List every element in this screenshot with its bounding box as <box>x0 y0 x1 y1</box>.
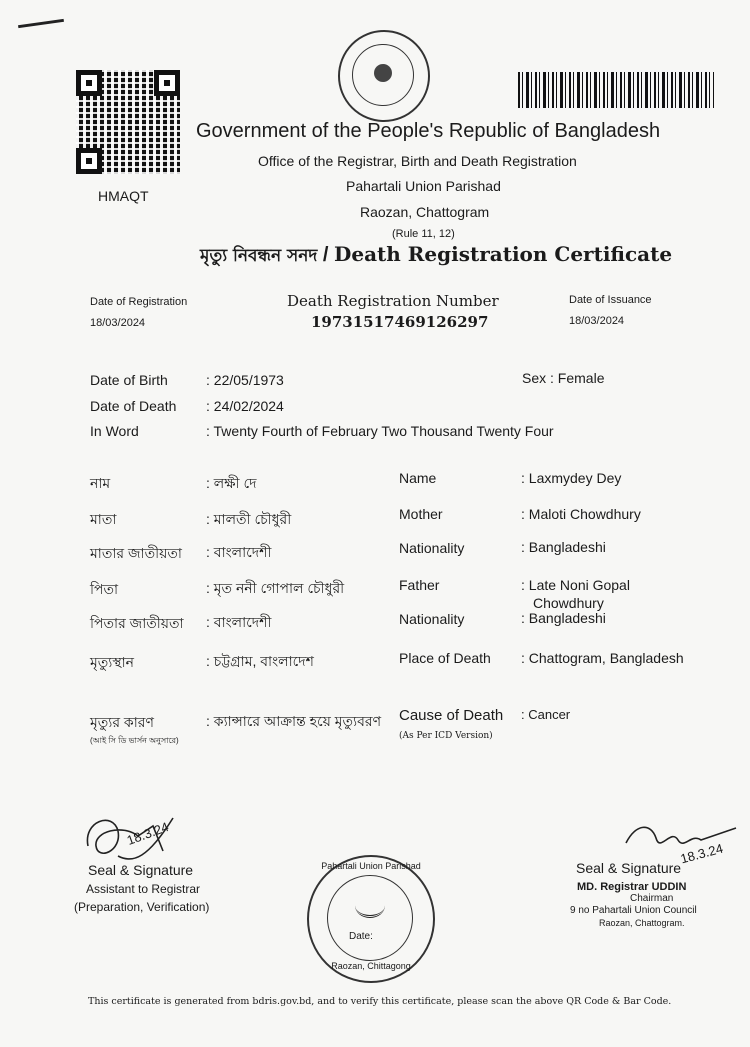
office-name: Office of the Registrar, Birth and Death Registration <box>258 153 577 169</box>
qr-caption: HMAQT <box>98 188 149 204</box>
mother-en-value: : Maloti Chowdhury <box>521 506 641 522</box>
left-signer-role: Assistant to Registrar <box>86 882 201 896</box>
qr-finder-pattern <box>76 70 102 96</box>
certificate-title-separator: / <box>317 244 335 266</box>
name-en-label: Name <box>399 470 437 486</box>
date-of-issuance-value: 18/03/2024 <box>569 315 625 327</box>
right-signer-sub: 9 no Pahartali Union Council <box>570 905 697 916</box>
right-signature-date: 18.3.24 <box>678 840 725 867</box>
cause-en-note: (As Per ICD Version) <box>399 731 493 741</box>
stray-pen-mark <box>18 19 64 28</box>
mother-bn-value: : মালতী চৌধুরী <box>206 511 292 527</box>
father-nationality-en-label: Nationality <box>399 611 465 627</box>
name-en-value: : Laxmydey Dey <box>521 470 622 486</box>
location-name: Raozan, Chattogram <box>360 204 490 220</box>
seal-emblem-icon <box>355 893 385 918</box>
place-of-death-bn-label: মৃত্যুস্থান <box>90 654 135 670</box>
government-title: Government of the People's Republic of Bangladesh <box>196 120 661 142</box>
seal-date-label: Date: <box>349 931 373 942</box>
right-signer-name: MD. Registrar UDDIN <box>577 881 687 893</box>
date-of-registration-label: Date of Registration <box>90 296 188 308</box>
rule-reference: (Rule 11, 12) <box>392 228 455 240</box>
seal-inner-ring <box>327 875 413 961</box>
name-bn-label: নাম <box>90 475 111 491</box>
union-name: Pahartali Union Parishad <box>346 178 501 194</box>
date-of-birth-label: Date of Birth <box>90 372 168 388</box>
left-signature-date: 18.3.24 <box>124 819 171 848</box>
mother-nationality-bn-label: মাতার জাতীয়তা <box>90 545 182 561</box>
mother-nationality-en-value: : Bangladeshi <box>521 539 606 555</box>
right-signer-location: Raozan, Chattogram. <box>599 918 685 928</box>
certificate-title-bn: মৃত্যু নিবন্ধন সনদ <box>200 246 318 266</box>
mother-en-label: Mother <box>399 506 443 522</box>
sex-value: Sex : Female <box>522 370 605 386</box>
qr-finder-pattern <box>76 148 102 174</box>
date-of-death-value: : 24/02/2024 <box>206 398 284 414</box>
name-bn-value: : লক্ষী দে <box>206 475 257 491</box>
place-of-death-en-label: Place of Death <box>399 650 491 666</box>
right-signer-role: Chairman <box>630 893 674 904</box>
seal-top-text: Pahartali Union Parishad <box>321 861 421 871</box>
government-emblem <box>338 30 430 122</box>
certificate-title-en: Death Registration Certificate <box>334 242 673 266</box>
in-word-value: : Twenty Fourth of February Two Thousand Twenty Four <box>206 423 554 439</box>
place-of-death-bn-value: : চট্টগ্রাম, বাংলাদেশ <box>206 653 314 669</box>
in-word-label: In Word <box>90 423 139 439</box>
union-parishad-seal <box>307 855 435 983</box>
qr-code <box>76 70 180 174</box>
date-of-birth-value: : 22/05/1973 <box>206 372 284 388</box>
date-of-registration-value: 18/03/2024 <box>90 317 146 329</box>
father-bn-value: : মৃত ননী গোপাল চৌধুরী <box>206 580 345 596</box>
barcode <box>518 72 714 108</box>
emblem-center-icon <box>374 64 392 82</box>
mother-nationality-en-label: Nationality <box>399 540 465 556</box>
registration-number-value: 19731517469126297 <box>311 313 489 331</box>
mother-bn-label: মাতা <box>90 511 117 527</box>
father-en-label: Father <box>399 577 440 593</box>
father-nationality-bn-value: : বাংলাদেশী <box>206 614 272 630</box>
left-signer-sub: (Preparation, Verification) <box>74 900 210 914</box>
mother-nationality-bn-value: : বাংলাদেশী <box>206 544 272 560</box>
cause-en-value: : Cancer <box>521 707 571 722</box>
cause-bn-value: : ক্যান্সারে আক্রান্ত হয়ে মৃত্যুবরণ <box>206 713 382 729</box>
father-nationality-bn-label: পিতার জাতীয়তা <box>90 615 184 631</box>
left-seal-title: Seal & Signature <box>88 862 194 878</box>
right-seal-title: Seal & Signature <box>576 860 682 876</box>
date-of-issuance-label: Date of Issuance <box>569 294 652 306</box>
certificate-title <box>200 242 672 271</box>
seal-bottom-text: Raozan, Chittagong <box>331 961 411 971</box>
place-of-death-en-value: : Chattogram, Bangladesh <box>521 650 684 666</box>
father-bn-label: পিতা <box>90 581 119 597</box>
father-en-value: : Late Noni Gopal <box>521 577 630 593</box>
footer-verification-note: This certificate is generated from bdris.gov.bd, and to verify this certificate, please scan the above QR Code & Bar Code. <box>88 996 672 1007</box>
registration-number-label: Death Registration Number <box>287 292 499 310</box>
father-en-value-continued: Chowdhury <box>533 595 604 611</box>
cause-bn-note: (আই সি ডি ভার্সন অনুসারে) <box>90 736 179 745</box>
father-nationality-en-value: : Bangladeshi <box>521 610 606 626</box>
cause-bn-label: মৃত্যুর কারণ <box>90 714 154 730</box>
cause-en-label: Cause of Death <box>399 707 504 724</box>
date-of-death-label: Date of Death <box>90 398 177 414</box>
qr-finder-pattern <box>154 70 180 96</box>
